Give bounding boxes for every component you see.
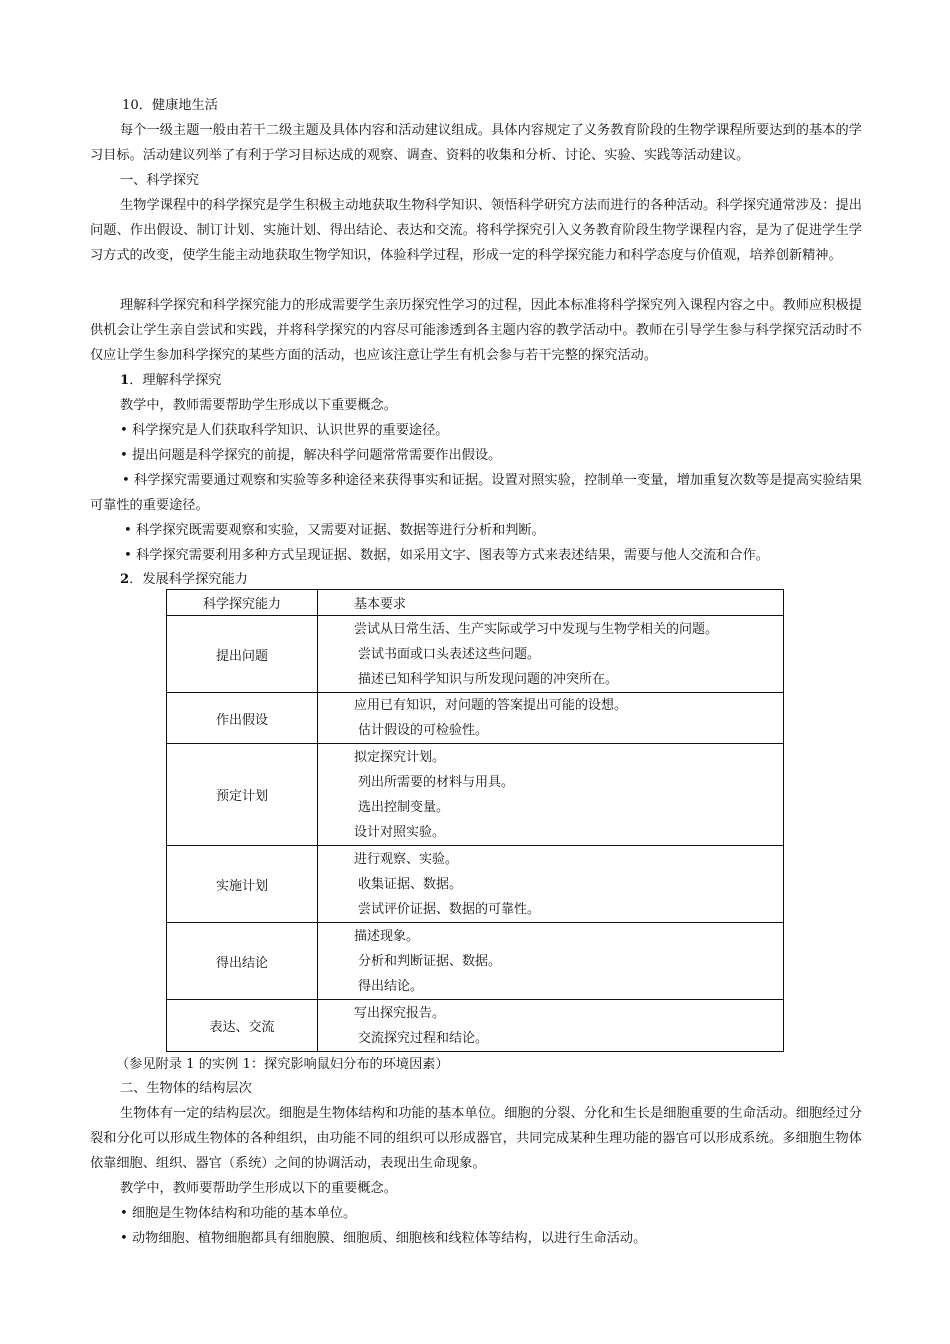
requirement-item: 描述已知科学知识与所发现问题的冲突所在。: [358, 671, 619, 687]
requirement-item: 得出结论。: [358, 978, 424, 994]
bullet-item: • 科学探究需要通过观察和实验等多种途径来获得事实和证据。设置对照实验，控制单一变量，增加重复次数等是提高实验结果可靠性的重要途径。: [90, 473, 862, 513]
section1-title: 一、科学探究: [120, 173, 200, 188]
requirement-item: 收集证据、数据。: [358, 876, 463, 892]
requirements-cell: [318, 693, 784, 744]
subsection1-intro: 教学中，教师需要帮助学生形成以下重要概念。: [120, 398, 397, 413]
requirements-cell: [318, 1000, 784, 1052]
bullet-item: • 科学探究既需要观察和实验，又需要对证据、数据等进行分析和判断。: [124, 523, 545, 538]
bullet-item: • 提出问题是科学探究的前提，解决科学问题常常需要作出假设。: [120, 448, 502, 463]
table-header-row: [167, 590, 784, 616]
requirement-item: 尝试评价证据、数据的可靠性。: [358, 901, 541, 917]
subsection2-number: 2: [120, 572, 130, 587]
subsection2-title: ．发展科学探究能力: [129, 572, 248, 587]
header-ability: 科学探究能力: [167, 590, 318, 616]
section1-paragraph-2: 理解科学探究和科学探究能力的形成需要学生亲历探究性学习的过程，因此本标准将科学探究列入课程内容之中。教师应积极提供机会让学生亲自尝试和实践，并将科学探究的内容尽可能渗透到各主题内容的教学活动中。教师在引导学生参与科学探究活动时不仅应让学生参加科学探究的某些方面的活动，也应该注意让学生有机会参与若干完整的探究活动。: [90, 298, 862, 363]
requirement-item: 设计对照实验。: [354, 824, 446, 840]
requirement-item: 选出控制变量。: [358, 799, 450, 815]
section2-paragraph-1: 生物体有一定的结构层次。细胞是生物体结构和功能的基本单位。细胞的分裂、分化和生长是细胞重要的生命活动。细胞经过分裂和分化可以形成生物体的各种组织，由功能不同的组织可以形成器官，共同完成某种生理功能的器官可以形成系统。多细胞生物体依靠细胞、组织、器官（系统）之间的协调活动，表现出生命现象。: [90, 1106, 862, 1171]
subsection1-heading: [120, 368, 222, 393]
heading-10: 10．健康地生活: [122, 98, 218, 113]
requirements-cell: [318, 616, 784, 693]
table-row: [167, 616, 784, 693]
requirement-item: 应用已有知识，对问题的答案提出可能的设想。: [354, 698, 628, 713]
requirements-cell: [318, 846, 784, 923]
bullet-item: • 细胞是生物体结构和功能的基本单位。: [120, 1206, 357, 1221]
section1-paragraph-1: 生物学课程中的科学探究是学生积极主动地获取生物科学知识、领悟科学研究方法而进行的各种活动。科学探究通常涉及：提出问题、作出假设、制订计划、实施计划、得出结论、表达和交流。将科学探究引入义务教育阶段生物学课程内容，是为了促进学生学习方式的改变，使学生能主动地获取生物学知识，体验科学过程，形成一定的科学探究能力和科学态度与价值观，培养创新精神。: [90, 198, 862, 263]
inquiry-ability-table: [166, 589, 784, 1052]
ability-cell: 得出结论: [167, 923, 318, 1000]
requirement-item: 写出探究报告。: [354, 1005, 446, 1021]
subsection1-title: ．理解科学探究: [129, 373, 222, 388]
requirement-item: 交流探究过程和结论。: [358, 1030, 489, 1046]
requirements-cell: [318, 744, 784, 846]
requirements-cell: [318, 923, 784, 1000]
table-note: （参见附录 1 的实例 1：探究影响鼠妇分布的环境因素）: [116, 1057, 449, 1072]
requirement-item: 尝试书面或口头表述这些问题。: [358, 646, 541, 662]
ability-cell: 提出问题: [167, 616, 318, 693]
requirement-item: 拟定探究计划。: [354, 749, 446, 765]
header-requirements: 基本要求: [318, 590, 784, 616]
requirement-item: 描述现象。: [354, 928, 420, 944]
section2-intro: 教学中，教师要帮助学生形成以下的重要概念。: [120, 1181, 397, 1196]
requirement-item: 尝试从日常生活、生产实际或学习中发现与生物学相关的问题。: [354, 621, 719, 637]
requirement-item: 列出所需要的材料与用具。: [358, 774, 515, 790]
table-row: [167, 693, 784, 744]
requirement-item: 估计假设的可检验性。: [358, 723, 489, 738]
intro-paragraph: 每个一级主题一般由若干二级主题及具体内容和活动建议组成。具体内容规定了义务教育阶段的生物学课程所要达到的基本的学习目标。活动建议列举了有利于学习目标达成的观察、调查、资料的收集和分析、讨论、实验、实践等活动建议。: [90, 123, 862, 163]
ability-cell: 实施计划: [167, 846, 318, 923]
bullet-item: • 动物细胞、植物细胞都具有细胞膜、细胞质、细胞核和线粒体等结构，以进行生命活动。: [120, 1231, 647, 1246]
bullet-item: • 科学探究是人们获取科学知识、认识世界的重要途径。: [120, 423, 449, 438]
bullet-item: • 科学探究需要利用多种方式呈现证据、数据，如采用文字、图表等方式来表述结果，需要与他人交流和合作。: [124, 548, 769, 563]
table-row: [167, 923, 784, 1000]
ability-cell: 预定计划: [167, 744, 318, 846]
requirement-item: 进行观察、实验。: [354, 851, 459, 867]
ability-cell: 表达、交流: [167, 1000, 318, 1052]
ability-cell: 作出假设: [167, 693, 318, 744]
table-row: [167, 846, 784, 923]
requirement-item: 分析和判断证据、数据。: [358, 953, 502, 969]
subsection1-number: 1: [120, 373, 130, 388]
table-row: [167, 744, 784, 846]
section2-title: 二、生物体的结构层次: [120, 1081, 252, 1096]
table-row: [167, 1000, 784, 1052]
